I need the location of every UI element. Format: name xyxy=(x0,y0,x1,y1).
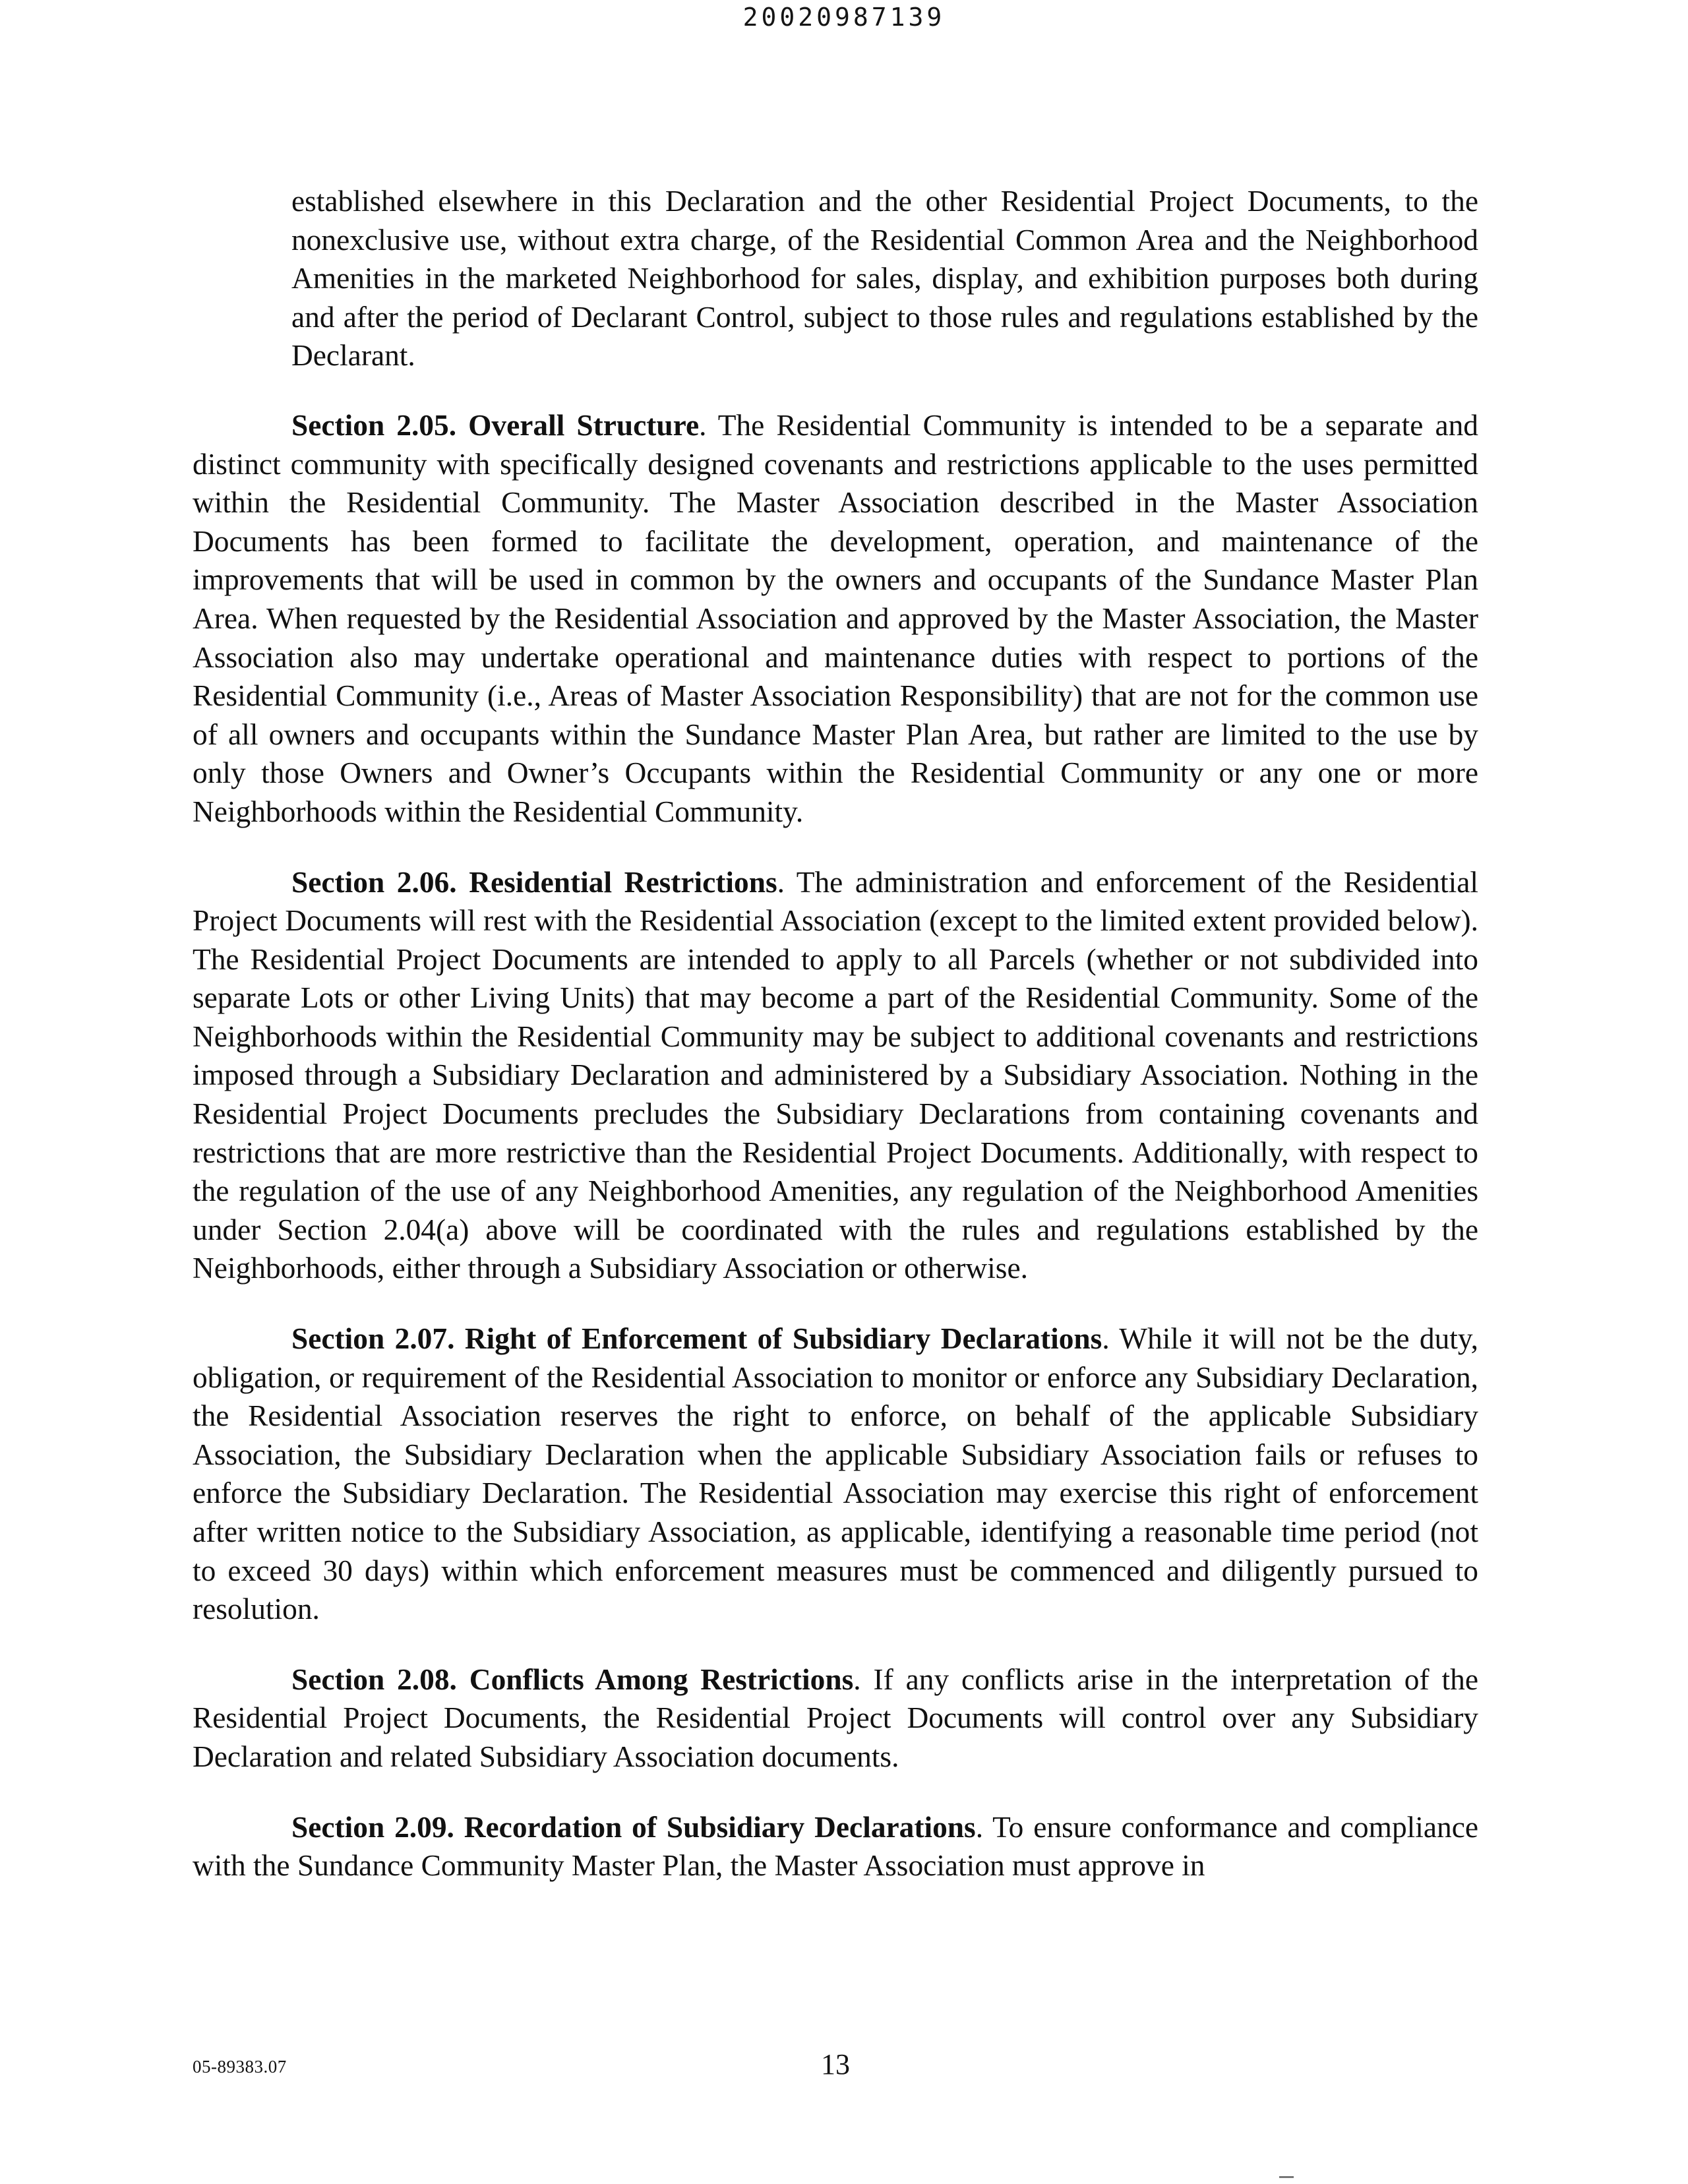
paragraph-text: . To ensure conformance and compliance with the Sundance Community Master Plan, the Master Association must approve in xyxy=(193,1810,1478,1883)
section-heading: Section 2.08. Conflicts Among Restrictions xyxy=(291,1662,854,1696)
section-heading: Section 2.07. Right of Enforcement of Subsidiary Declarations xyxy=(291,1322,1102,1356)
paragraph-text: established elsewhere in this Declaration and the other Residential Project Documents, to the nonexclusive use, without extra charge, of the Residential Common Area and the Neighborhood Amenities in the marketed Neighborhood for sales, display, and exhibition purposes both during and after the period of Declarant Control, subject to those rules and regulations established by the Declarant. xyxy=(291,185,1478,373)
paragraph-text: . While it will not be the duty, obligation, or requirement of the Residential Association to monitor or enforce any Subsidiary Declaration, the Residential Association reserves the right to enforce, on behalf of the applicable Subsidiary Association, the Subsidiary Declaration when the applicable Subsidiary Association fails or refuses to enforce the Subsidiary Declaration. The Residential Association may exercise this right of enforcement after written notice to the Subsidiary Association, as applicable, identifying a reasonable time period (not to exceed 30 days) within which enforcement measures must be commenced and diligently pursued to resolution. xyxy=(193,1322,1479,1626)
section-2-07-paragraph xyxy=(193,1320,1478,1629)
page-number: 13 xyxy=(821,2048,850,2080)
section-heading: Section 2.06. Residential Restrictions xyxy=(291,865,777,899)
document-number: 20020987139 xyxy=(742,3,946,32)
paragraph-text: . The administration and enforcement of the Residential Project Documents will rest with the Residential Association (except to the limited extent provided below). The Residential Project Documents are intended to apply to all Parcels (whether or not subdivided into separate Lots or other Living Units) that may become a part of the Residential Community. Some of the Neighborhoods within the Residential Community may be subject to additional covenants and restrictions imposed through a Subsidiary Declaration and administered by a Subsidiary Association. Nothing in the Residential Project Documents precludes the Subsidiary Declarations from containing covenants and restrictions that are more restrictive than the Residential Project Documents. Additionally, with respect to the regulation of the use of any Neighborhood Amenities, any regulation of the Neighborhood Amenities under Section 2.04(a) above will be coordinated with the rules and regulations established by the Neighborhoods, either through a Subsidiary Association or otherwise. xyxy=(193,865,1478,1285)
section-2-06-paragraph xyxy=(193,863,1478,1289)
section-2-08-paragraph xyxy=(193,1660,1478,1776)
section-2-05-paragraph xyxy=(193,406,1478,832)
section-2-09-paragraph xyxy=(193,1808,1478,1885)
scan-artifact-mark xyxy=(1279,2176,1294,2178)
paragraph-text: . The Residential Community is intended to be a separate and distinct community with specifically designed covenants and restrictions applicable to the uses permitted within the Residential Community. The Master Association described in the Master Association Documents has been formed to facilitate the development, operation, and maintenance of the improvements that will be used in common by the owners and occupants of the Sundance Master Plan Area. When requested by the Residential Association and approved by the Master Association, the Master Association also may undertake operational and maintenance duties with respect to portions of the Residential Community (i.e., Areas of Master Association Responsibility) that are not for the common use of all owners and occupants within the Sundance Master Plan Area, but rather are limited to the use by only those Owners and Owner’s Occupants within the Residential Community or any one or more Neighborhoods within the Residential Community. xyxy=(193,408,1478,828)
document-id: 05-89383.07 xyxy=(193,2057,287,2077)
section-heading: Section 2.09. Recordation of Subsidiary Declarations xyxy=(291,1810,976,1844)
page-footer xyxy=(193,2048,1478,2087)
paragraph-text: . If any conflicts arise in the interpretation of the Residential Project Documents, the Residential Project Documents will control over any Subsidiary Declaration and related Subsidiary Association documents. xyxy=(193,1662,1478,1773)
paragraph-continuation xyxy=(193,182,1478,375)
section-heading: Section 2.05. Overall Structure xyxy=(291,408,700,442)
document-body xyxy=(193,182,1478,1917)
